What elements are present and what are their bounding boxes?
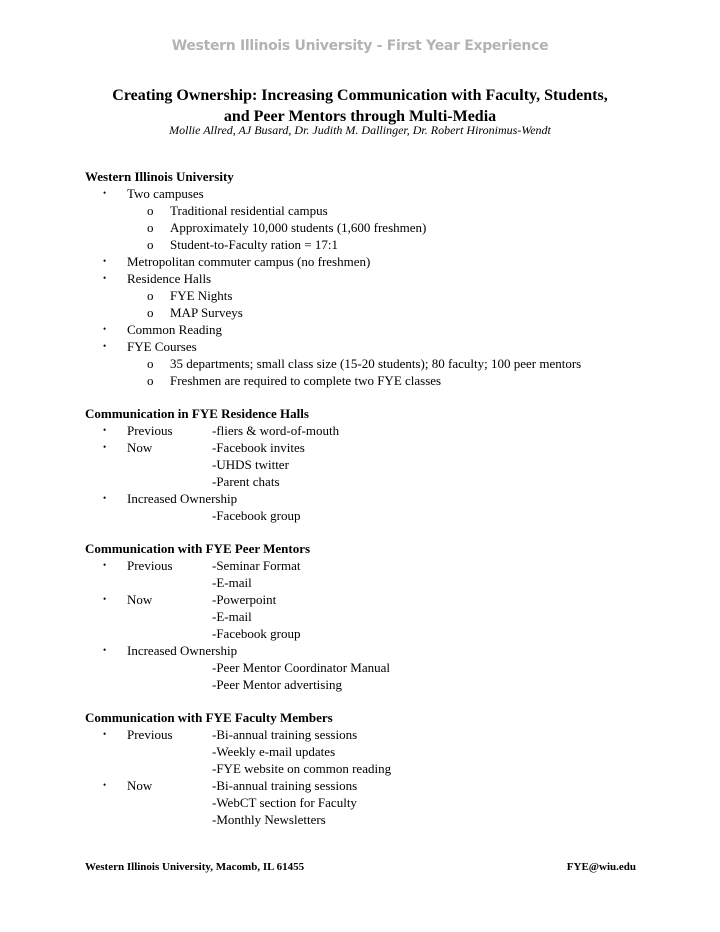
list-item-value: -Peer Mentor Coordinator Manual [212,660,390,675]
list-item [85,557,645,574]
bullet-icon: • [103,780,107,790]
list-item-value: -WebCT section for Faculty [212,795,357,810]
bullet-icon: • [103,493,107,503]
list-item [85,490,645,507]
list-item-label: Now [127,592,153,607]
bullet-icon: • [103,729,107,739]
sub-bullet-icon: o [147,203,154,218]
sub-bullet-icon: o [147,220,154,235]
list-item-value: -Parent chats [212,474,280,489]
sub-bullet-icon: o [147,356,154,371]
sub-bullet-icon: o [147,373,154,388]
sub-list-item-text: Freshmen are required to complete two FYE classes [170,373,442,388]
list-item-value: -Bi-annual training sessions [212,778,358,793]
bullet-icon: • [103,560,107,570]
bullet-icon: • [103,594,107,604]
page-header: Western Illinois University - First Year Experience [171,38,549,54]
list-item-value: -E-mail [212,575,252,590]
bullet-icon: • [103,442,107,452]
list-item [85,439,645,456]
sub-list-item [85,372,645,389]
list-item-value: -Facebook group [212,508,301,523]
document-body [85,168,645,828]
list-item-continuation [85,743,645,760]
list-item-value: -Bi-annual training sessions [212,727,358,742]
sub-list-item [85,202,645,219]
list-item-value: -UHDS twitter [212,457,289,472]
list-item-label: Increased Ownership [127,491,238,506]
list-item-continuation [85,794,645,811]
sub-list-item [85,355,645,372]
list-item-continuation [85,625,645,642]
list-item-label: Increased Ownership [127,643,238,658]
footer-email: FYE@wiu.edu [566,861,636,873]
list-item [85,726,645,743]
list-item-text: Common Reading [127,322,222,337]
bullet-icon: • [103,188,107,198]
sub-bullet-icon: o [147,288,154,303]
sub-list-item-text: 35 departments; small class size (15-20 students); 80 faculty; 100 peer mentors [170,356,582,371]
list-item-value: -Monthly Newsletters [212,812,326,827]
sub-list-item-text: Approximately 10,000 students (1,600 freshmen) [170,220,427,235]
list-item [85,270,645,287]
list-item-text: FYE Courses [127,339,197,354]
list-item-value: -Peer Mentor advertising [212,677,342,692]
list-item-value: -E-mail [212,609,252,624]
section-heading-wiu: Western Illinois University [85,169,234,184]
list-item-continuation [85,659,645,676]
authors: Mollie Allred, AJ Busard, Dr. Judith M. Dallinger, Dr. Robert Hironimus-Wendt [169,123,551,137]
bullet-icon: • [103,324,107,334]
list-item-text: Metropolitan commuter campus (no freshmen) [127,254,371,269]
bullet-icon: • [103,645,107,655]
sub-bullet-icon: o [147,305,154,320]
list-item-value: -FYE website on common reading [212,761,392,776]
list-item [85,185,645,202]
list-item-value: -Facebook invites [212,440,305,455]
sub-list-item-text: FYE Nights [170,288,233,303]
sub-list-item [85,219,645,236]
list-item-label: Now [127,440,153,455]
sub-list-item [85,236,645,253]
sub-list-item-text: MAP Surveys [170,305,243,320]
list-item [85,642,645,659]
list-item [85,321,645,338]
sub-list-item-text: Student-to-Faculty ration = 17:1 [170,237,339,252]
list-item-label: Previous [127,558,173,573]
list-item-continuation [85,574,645,591]
title-line-2: and Peer Mentors through Multi-Media [223,108,497,125]
bullet-icon: • [103,425,107,435]
list-item-continuation [85,760,645,777]
list-item-continuation [85,608,645,625]
list-item-label: Now [127,778,153,793]
list-item [85,338,645,355]
section-heading-peer-mentors: Communication with FYE Peer Mentors [85,541,311,556]
list-item-text: Two campuses [127,186,204,201]
bullet-icon: • [103,256,107,266]
list-item-continuation [85,507,645,524]
page-title [60,85,660,127]
sub-list-item-text: Traditional residential campus [170,203,328,218]
list-item-value: -Weekly e-mail updates [212,744,336,759]
section-heading-faculty: Communication with FYE Faculty Members [85,710,333,725]
bullet-icon: • [103,273,107,283]
list-item [85,253,645,270]
footer-address: Western Illinois University, Macomb, IL 61455 [85,861,305,873]
list-item-label: Previous [127,727,173,742]
list-item-continuation [85,456,645,473]
list-item-value: -fliers & word-of-mouth [212,423,340,438]
list-item-label: Previous [127,423,173,438]
list-item-text: Residence Halls [127,271,212,286]
sub-bullet-icon: o [147,237,154,252]
section-heading-residence-halls: Communication in FYE Residence Halls [85,406,309,421]
bullet-icon: • [103,341,107,351]
list-item-continuation [85,676,645,693]
sub-list-item [85,287,645,304]
list-item-value: -Powerpoint [212,592,277,607]
list-item [85,777,645,794]
sub-list-item [85,304,645,321]
title-line-1: Creating Ownership: Increasing Communication with Faculty, Students, [112,87,608,104]
list-item [85,422,645,439]
list-item-continuation [85,473,645,490]
list-item-value: -Facebook group [212,626,301,641]
list-item-value: -Seminar Format [212,558,301,573]
list-item-continuation [85,811,645,828]
list-item [85,591,645,608]
